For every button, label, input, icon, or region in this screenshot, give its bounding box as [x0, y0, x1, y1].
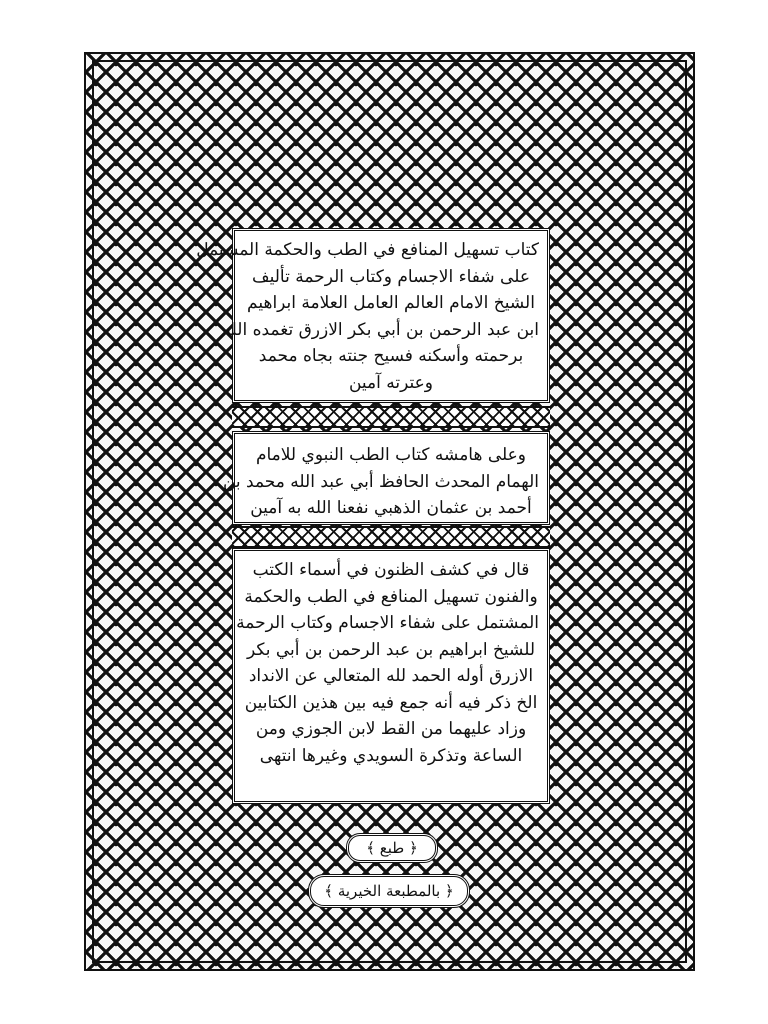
margin-line-1: وعلى هامشه كتاب الطب النبوي للامام: [255, 445, 527, 465]
margin-note-panel: [222, 431, 550, 525]
ornamental-divider: [232, 526, 550, 548]
margin-line-3: أحمد بن عثمان الذهبي نفعنا الله به آمين: [250, 498, 532, 518]
quote-line-1: قال في كشف الظنون في أسماء الكتب: [252, 560, 530, 580]
title-line-6: وعترته آمين: [348, 372, 433, 393]
margin-line-2: الهمام المحدث الحافظ أبي عبد الله محمد بن: [222, 471, 539, 492]
print-label-badge: ﴿ طبع ﴾: [346, 833, 438, 863]
quote-panel: [232, 548, 550, 804]
quote-line-5: الازرق أوله الحمد لله المتعالي عن الانداد: [248, 666, 534, 686]
quote-line-3: المشتمل على شفاء الاجسام وكتاب الرحمة: [236, 613, 539, 633]
title-panel: [196, 228, 550, 403]
quote-line-4: للشيخ ابراهيم بن عبد الرحمن بن أبي بكر: [246, 639, 536, 660]
quote-line-8: الساعة وتذكرة السويدي وغيرها انتهى: [259, 745, 523, 766]
ornamental-divider: [232, 406, 550, 428]
title-line-3: الشيخ الامام العالم العامل العلامة ابراهيم: [247, 293, 535, 313]
quote-line-2: والفنون تسهيل المنافع في الطب والحكمة: [244, 586, 538, 607]
title-line-2: على شفاء الاجسام وكتاب الرحمة تأليف: [252, 266, 530, 287]
title-line-1: كتاب تسهيل المنافع في الطب والحكمة المشتمل: [196, 240, 539, 260]
quote-line-7: وزاد عليهما من القط لابن الجوزي ومن: [255, 719, 527, 739]
title-line-5: برحمته وأسكنه فسيح جنته بجاه محمد: [258, 346, 524, 366]
title-line-4: ابن عبد الرحمن بن أبي بكر الازرق تغمده الله: [222, 319, 539, 340]
press-name-badge: ﴿ بالمطبعة الخيرية ﴾: [308, 874, 470, 908]
quote-line-6: الخ ذكر فيه أنه جمع فيه بين هذين الكتابين: [244, 692, 538, 713]
